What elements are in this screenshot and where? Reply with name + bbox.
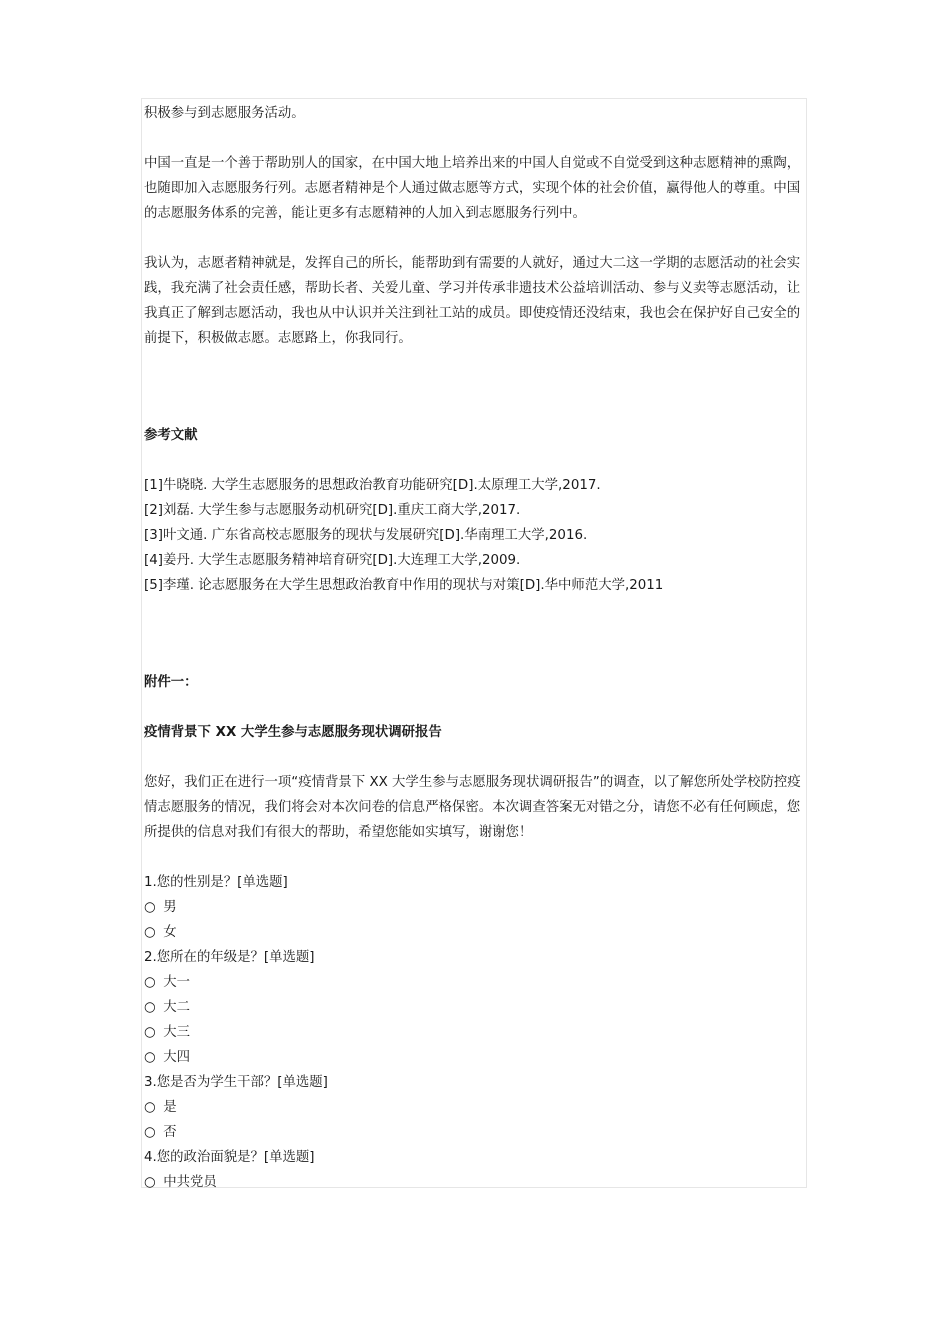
radio-circle-icon: ○: [144, 925, 156, 940]
option-label: 大三: [163, 1025, 191, 1040]
reference-item: [5]李瑾. 论志愿服务在大学生思想政治教育中作用的现状与对策[D].华中师范大学,2011: [144, 578, 664, 593]
references-heading: 参考文献: [144, 428, 198, 443]
reference-item: [3]叶文通. 广东省高校志愿服务的现状与发展研究[D].华南理工大学,2016.: [144, 528, 588, 543]
option-label: 女: [163, 925, 177, 940]
reference-item: [2]刘磊. 大学生参与志愿服务动机研究[D].重庆工商大学,2017.: [144, 503, 521, 518]
survey-questions: [144, 870, 808, 1195]
reference-list: [144, 473, 808, 598]
reference-item: [4]姜丹. 大学生志愿服务精神培育研究[D].大连理工大学,2009.: [144, 553, 521, 568]
reference-item: [1]牛晓晓. 大学生志愿服务的思想政治教育功能研究[D].太原理工大学,2017.: [144, 478, 601, 493]
option-label: 是: [163, 1100, 177, 1115]
option-item[interactable]: [144, 995, 808, 1020]
option-label: 男: [163, 900, 177, 915]
option-item[interactable]: [144, 1170, 808, 1195]
radio-circle-icon: ○: [144, 1050, 156, 1065]
option-item[interactable]: [144, 1120, 808, 1145]
radio-circle-icon: ○: [144, 1000, 156, 1015]
radio-circle-icon: ○: [144, 1025, 156, 1040]
option-label: 大四: [163, 1050, 191, 1065]
question-text: 2.您所在的年级是？[单选题]: [144, 950, 315, 965]
option-label: 中共党员: [163, 1175, 217, 1190]
option-item[interactable]: [144, 895, 808, 920]
option-item[interactable]: [144, 920, 808, 945]
appendix-label: 附件一：: [144, 675, 198, 690]
option-item[interactable]: [144, 1095, 808, 1120]
question-text: 4.您的政治面貌是？[单选题]: [144, 1150, 315, 1165]
option-label: 大一: [163, 975, 191, 990]
radio-circle-icon: ○: [144, 975, 156, 990]
paragraph: 积极参与到志愿服务活动。: [144, 106, 305, 121]
paragraph: 中国一直是一个善于帮助别人的国家，在中国大地上培养出来的中国人自觉或不自觉受到这种志愿精神的熏陶，也随即加入志愿服务行列。志愿者精神是个人通过做志愿等方式，实现个体的社会价值，赢得他人的尊重。中国的志愿服务体系的完善，能让更多有志愿精神的人加入到志愿服务行列中。: [144, 156, 801, 221]
paragraph: 我认为，志愿者精神就是，发挥自己的所长，能帮助到有需要的人就好，通过大二这一学期的志愿活动的社会实践，我充满了社会责任感，帮助长者、关爱儿童、学习并传承非遗技术公益培训活动、参与义卖等志愿活动，让我真正了解到志愿活动，我也从中认识并关注到社工站的成员。即使疫情还没结束，我也会在保护好自己安全的前提下，积极做志愿。志愿路上，你我同行。: [144, 256, 801, 346]
survey-intro: 您好，我们正在进行一项“疫情背景下 XX 大学生参与志愿服务现状调研报告”的调查，以了解您所处学校防控疫情志愿服务的情况，我们将会对本次问卷的信息严格保密。本次调查答案无对错之分，请您不必有任何顾虑，您所提供的信息对我们有很大的帮助，希望您能如实填写，谢谢您！: [144, 775, 801, 840]
document-body: [144, 101, 808, 1195]
option-label: 大二: [163, 1000, 191, 1015]
radio-circle-icon: ○: [144, 1100, 156, 1115]
option-item[interactable]: [144, 1020, 808, 1045]
radio-circle-icon: ○: [144, 900, 156, 915]
option-item[interactable]: [144, 970, 808, 995]
option-label: 否: [163, 1125, 177, 1140]
option-item[interactable]: [144, 1045, 808, 1070]
radio-circle-icon: ○: [144, 1175, 156, 1190]
question-text: 3.您是否为学生干部？[单选题]: [144, 1075, 328, 1090]
question-text: 1.您的性别是？[单选题]: [144, 875, 288, 890]
radio-circle-icon: ○: [144, 1125, 156, 1140]
survey-title: 疫情背景下 XX 大学生参与志愿服务现状调研报告: [144, 725, 442, 740]
